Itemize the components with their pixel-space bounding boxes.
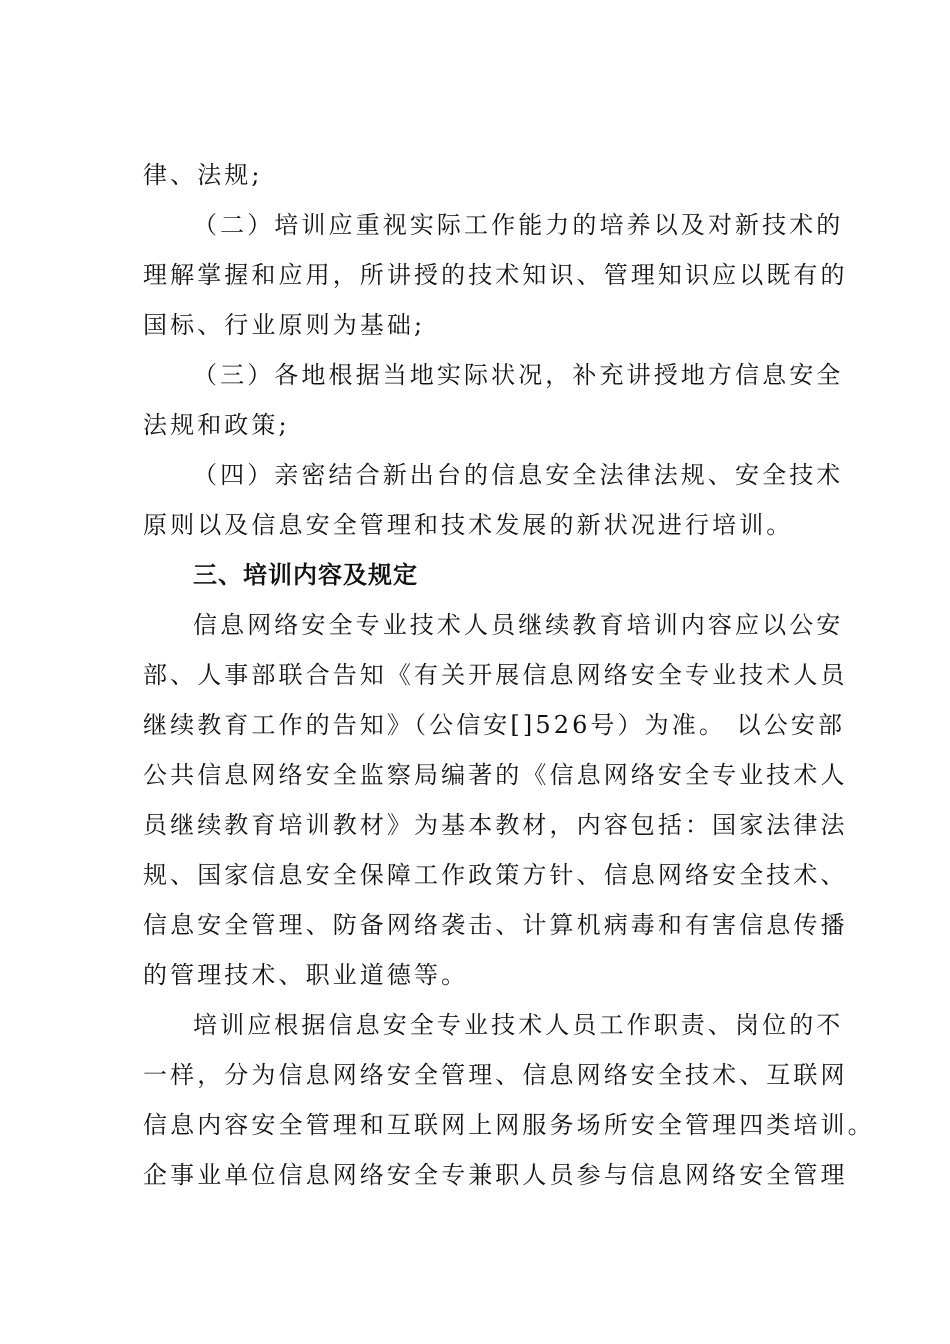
text-line: 原则以及信息安全管理和技术发展的新状况进行培训。 [143, 511, 794, 539]
text-line: （三）各地根据当地实际状况，补充讲授地方信息安全 [193, 361, 844, 389]
text-line: 信息内容安全管理和互联网上网服务场所安全管理四类培训。 [143, 1111, 875, 1139]
text-line: （四）亲密结合新出台的信息安全法律法规、安全技术 [193, 461, 844, 489]
text-line: 培训应根据信息安全专业技术人员工作职责、岗位的不 [193, 1011, 844, 1039]
section-heading: 三、培训内容及规定 [193, 561, 418, 589]
text-line: 继续教育工作的告知》（公信安[]526号）为准。 以公安部 [143, 711, 846, 739]
text-line: 信息网络安全专业技术人员继续教育培训内容应以公安 [193, 611, 844, 639]
text-line: 的管理技术、职业道德等。 [143, 961, 469, 989]
text-line: 国标、行业原则为基础; [143, 311, 426, 339]
text-line: 律、法规; [143, 161, 263, 189]
text-line: 公共信息网络安全监察局编著的《信息网络安全专业技术人 [143, 761, 848, 789]
text-line: 理解掌握和应用，所讲授的技术知识、管理知识应以既有的 [143, 261, 848, 289]
text-line: 企事业单位信息网络安全专兼职人员参与信息网络安全管理 [143, 1161, 848, 1189]
text-line: 部、人事部联合告知《有关开展信息网络安全专业技术人员 [143, 661, 848, 689]
text-line: 一样，分为信息网络安全管理、信息网络安全技术、互联网 [143, 1061, 848, 1089]
text-line: 法规和政策; [143, 411, 290, 439]
text-line: 员继续教育培训教材》为基本教材，内容包括：国家法律法 [143, 811, 848, 839]
text-line: （二）培训应重视实际工作能力的培养以及对新技术的 [193, 211, 844, 239]
document-body [143, 150, 875, 1200]
text-line: 规、国家信息安全保障工作政策方针、信息网络安全技术、 [143, 861, 848, 889]
text-line: 信息安全管理、防备网络袭击、计算机病毒和有害信息传播 [143, 911, 848, 939]
